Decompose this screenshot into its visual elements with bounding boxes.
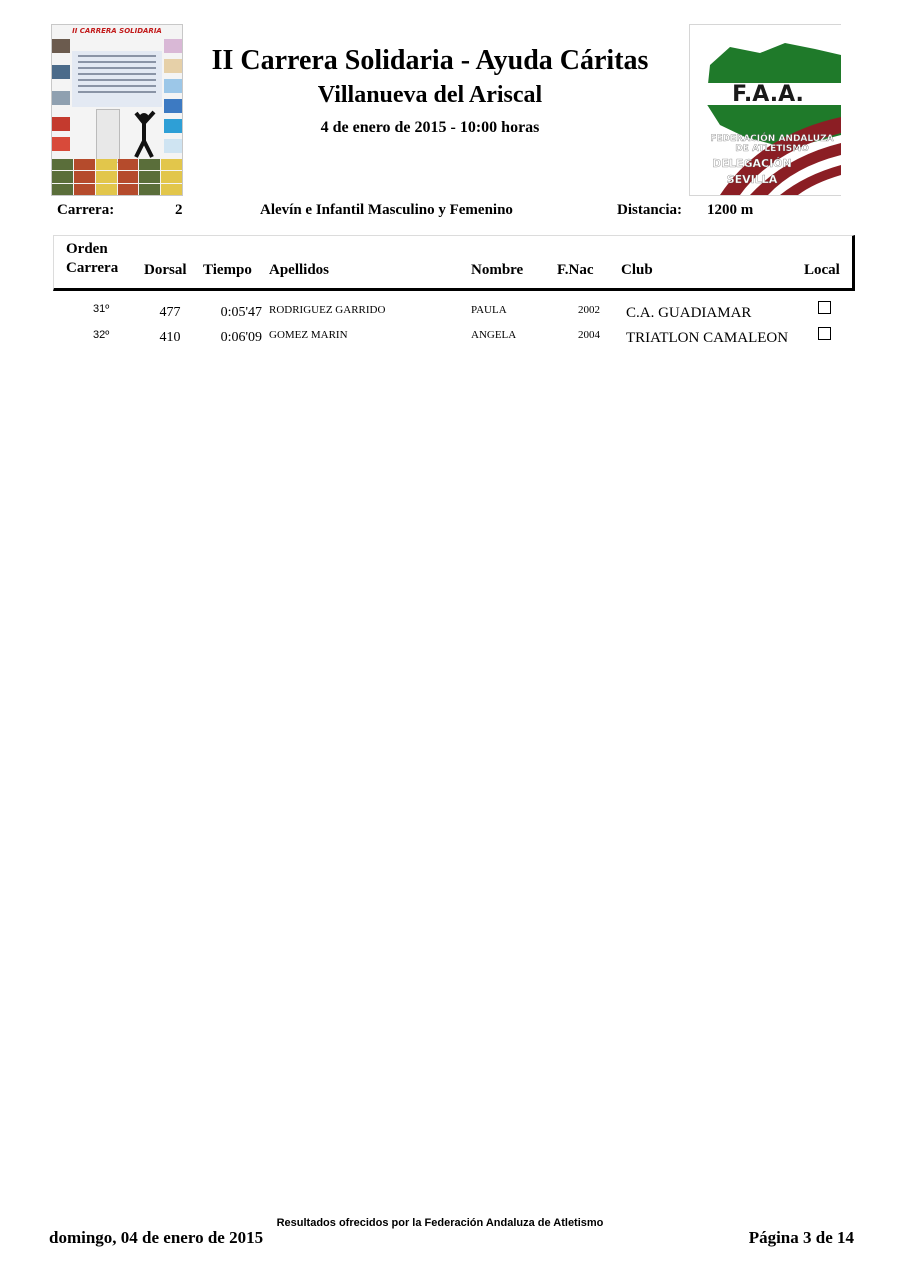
faa-line-4: SEVILLA (726, 173, 778, 186)
row-fnac: 2004 (578, 329, 600, 341)
row-orden: 32º (93, 329, 110, 341)
faa-initials: F.A.A. (732, 82, 804, 107)
footer-page-number: Página 3 de 14 (748, 1228, 854, 1247)
distancia-value: 1200 m (707, 202, 754, 218)
header-orden: Orden (66, 241, 108, 257)
event-poster-image (51, 24, 183, 196)
faa-line-2: DE ATLETISMO (735, 144, 809, 154)
event-location: Villanueva del Ariscal (317, 82, 543, 108)
header-apellidos: Apellidos (269, 262, 330, 278)
header-nombre: Nombre (471, 262, 524, 278)
race-category: Alevín e Infantil Masculino y Femenino (260, 202, 513, 218)
row-dorsal: 477 (159, 305, 181, 320)
poster-tower-graphic (96, 109, 120, 163)
row-fnac: 2002 (578, 304, 600, 316)
row-tiempo: 0:05'47 (220, 305, 262, 320)
results-table-header (53, 235, 855, 291)
row-orden: 31º (93, 303, 110, 315)
faa-map-icon (690, 25, 841, 195)
row-club: C.A. GUADIAMAR (626, 305, 752, 321)
event-date-time: 4 de enero de 2015 - 10:00 horas (320, 119, 540, 136)
row-local-checkbox (818, 301, 831, 314)
header-local: Local (804, 262, 840, 278)
footer-date: domingo, 04 de enero de 2015 (49, 1228, 264, 1247)
header-dorsal: Dorsal (144, 262, 187, 278)
faa-line-1: FEDERACIÓN ANDALUZA (710, 134, 834, 144)
poster-info-panel (72, 51, 162, 107)
carrera-label: Carrera: (57, 202, 115, 218)
row-apellidos: GOMEZ MARIN (269, 329, 348, 341)
poster-runner-silhouette (122, 109, 164, 159)
row-dorsal: 410 (159, 330, 181, 345)
event-title: II Carrera Solidaria - Ayuda Cáritas (211, 45, 649, 76)
header-fnac: F.Nac (557, 262, 594, 278)
row-club: TRIATLON CAMALEON (626, 330, 789, 346)
faa-line-3: DELEGACIÓN (712, 157, 792, 170)
row-local-checkbox (818, 327, 831, 340)
faa-logo (689, 24, 841, 196)
header-carrera: Carrera (66, 260, 119, 276)
row-nombre: PAULA (471, 304, 507, 316)
carrera-number: 2 (175, 202, 183, 218)
row-tiempo: 0:06'09 (220, 330, 262, 345)
row-nombre: ANGELA (471, 329, 517, 341)
distancia-label: Distancia: (617, 202, 682, 218)
footer-credit: Resultados ofrecidos por la Federación Andaluza de Atletismo (276, 1217, 604, 1229)
header-tiempo: Tiempo (203, 262, 252, 278)
row-apellidos: RODRIGUEZ GARRIDO (269, 304, 386, 316)
poster-sponsor-grid (52, 159, 182, 195)
poster-heading: II CARRERA SOLIDARIA (72, 27, 162, 35)
event-title-block (190, 44, 670, 138)
header-club: Club (621, 262, 653, 278)
